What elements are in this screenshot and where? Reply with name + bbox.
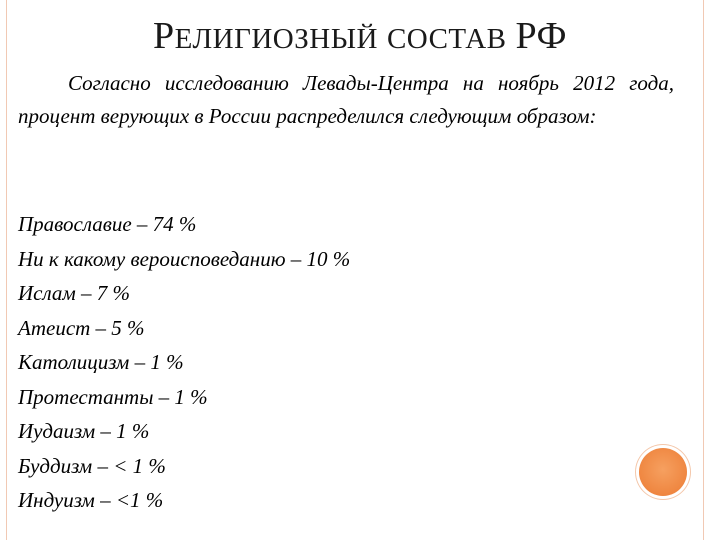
list-item: Протестанты – 1 % [18,384,208,409]
list-item: Иудаизм – 1 % [18,419,150,443]
title-initial: Р [152,15,175,57]
title-word-3: РФ [515,15,567,57]
title-word-2: СОСТАВ [386,23,507,55]
list-item: Католицизм – 1 % [18,350,184,374]
religion-list [18,207,578,518]
slide-title [0,14,720,58]
intro-paragraph: Согласно исследованию Левады-Центра на ноябрь 2012 года, процент верующих в России распределился следующим образом: [18,71,674,128]
list-item: Атеист – 5 % [18,315,145,340]
decorative-orange-circle [639,448,687,496]
list-item: Буддизм – < 1 % [18,453,166,478]
list-item: Православие – 74 % [18,212,197,236]
slide-frame-left-line [6,0,7,540]
list-item: Индуизм – <1 % [18,488,164,512]
title-word-1: ЕЛИГИОЗНЫЙ [174,23,378,55]
list-item: Ислам – 7 % [18,281,131,305]
list-item: Ни к какому вероисповеданию – 10 % [18,246,351,271]
slide-frame-right-line [703,0,704,540]
